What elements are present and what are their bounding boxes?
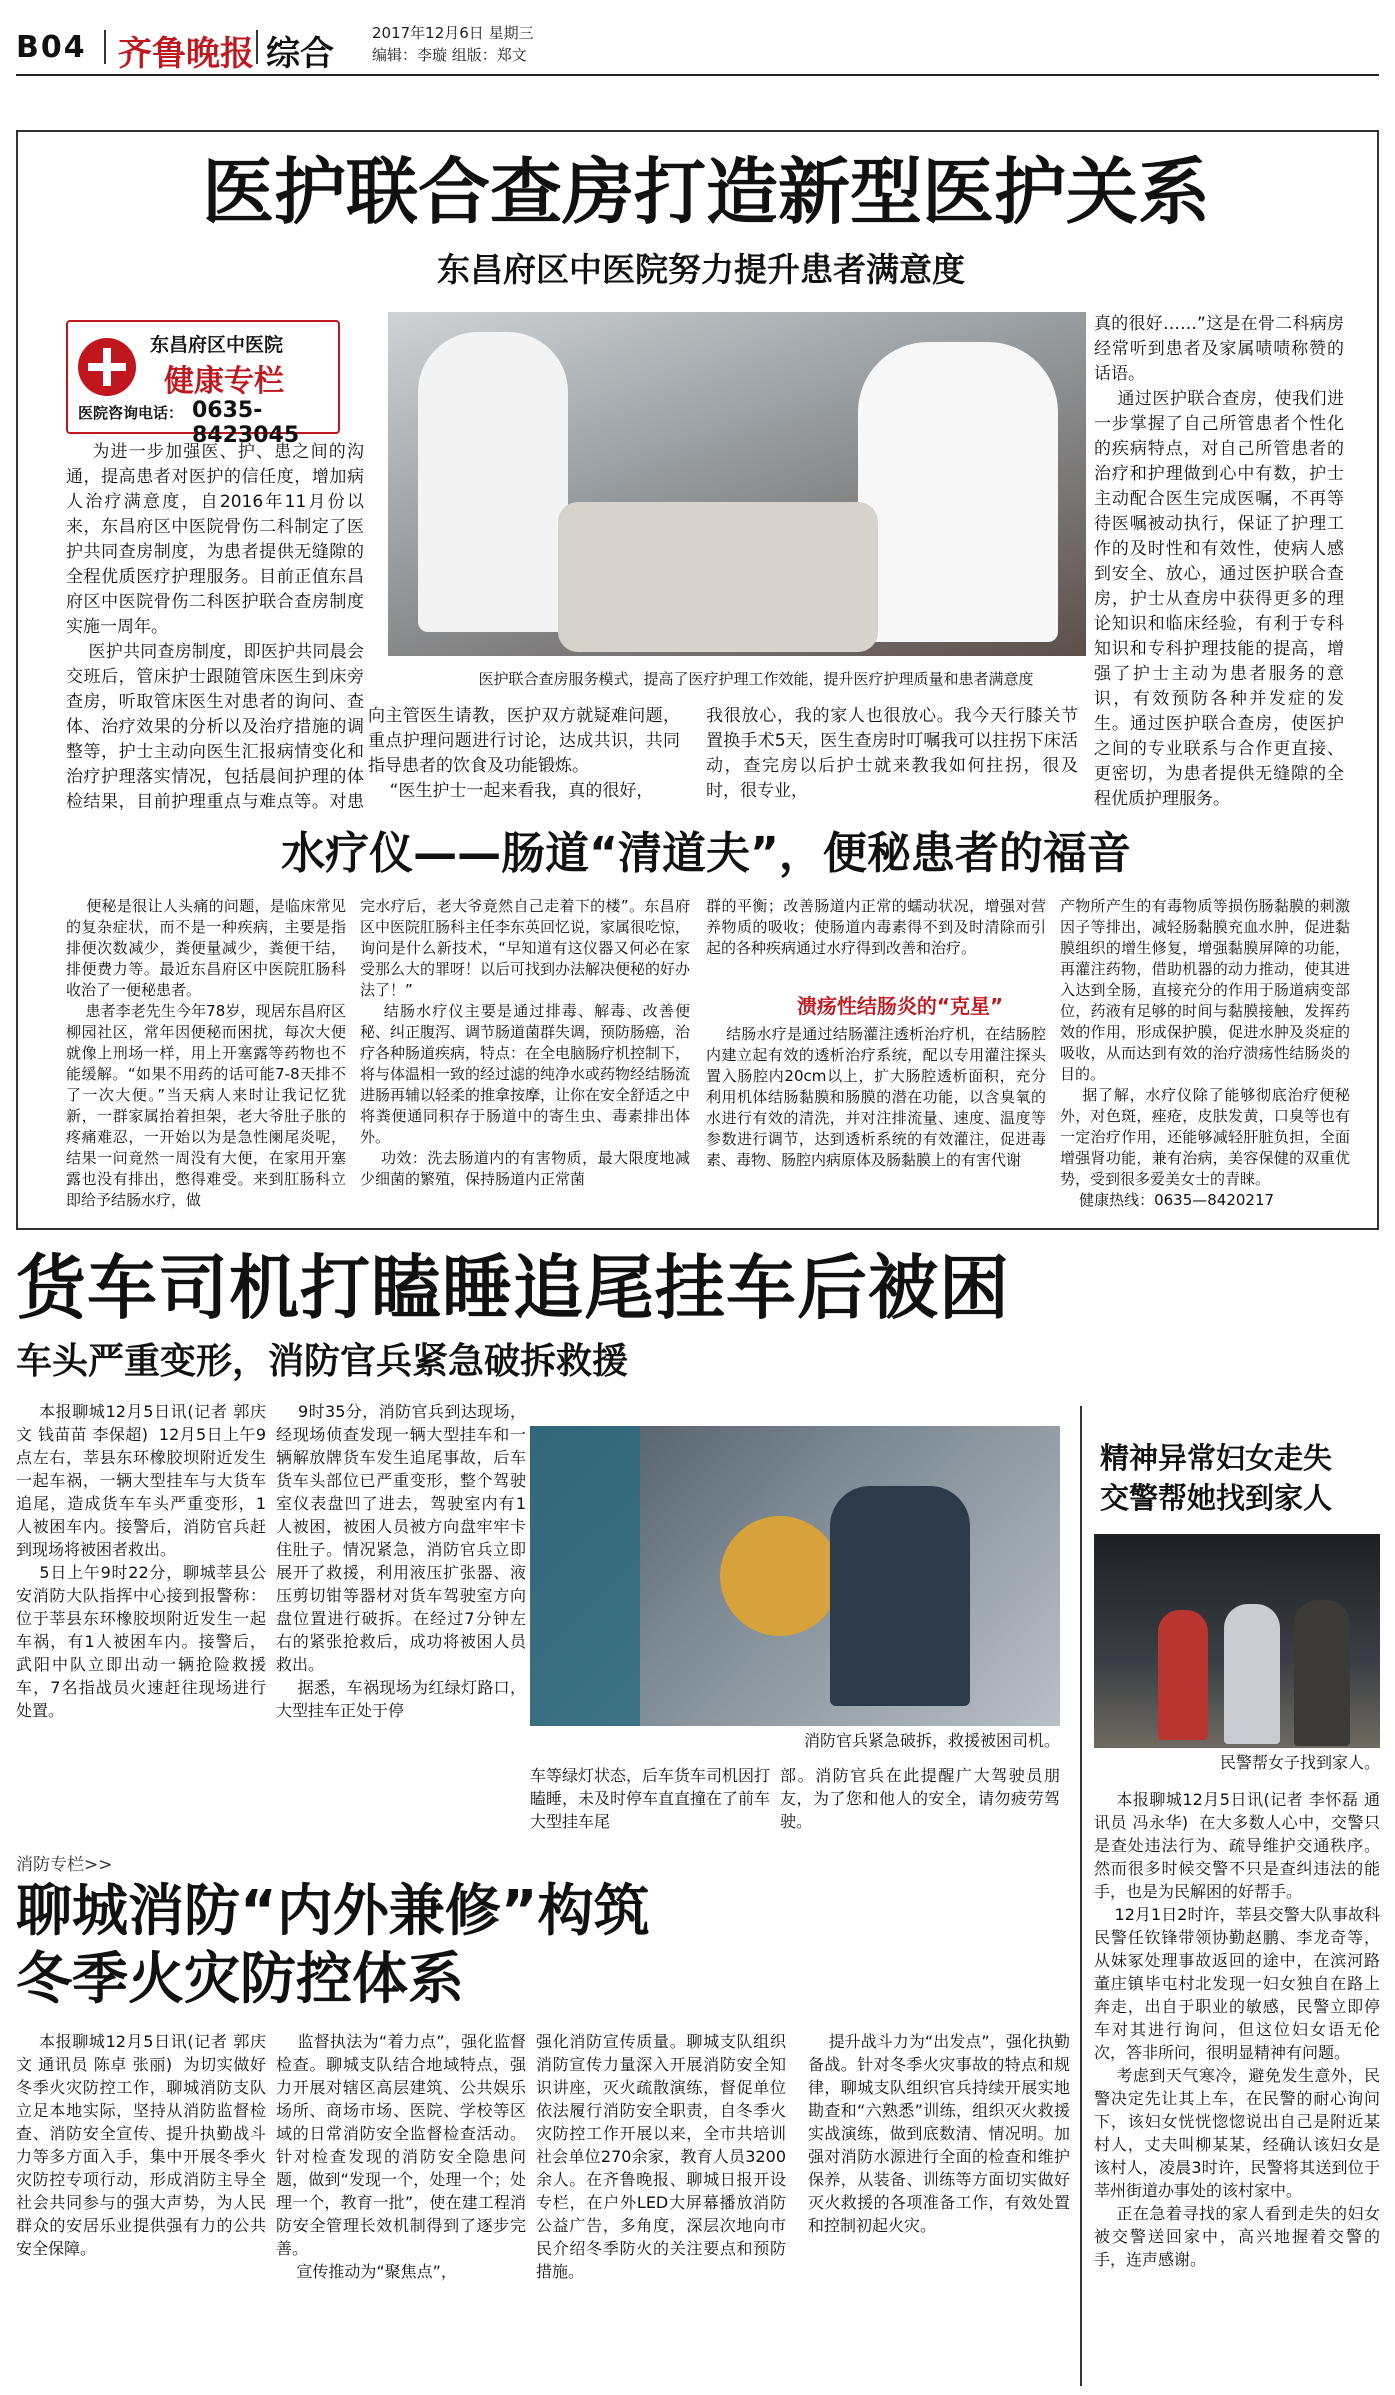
feature-photo: [388, 312, 1086, 656]
police-headline-line1: 精神异常妇女走失: [1100, 1441, 1333, 1475]
firefighter-figure: [830, 1486, 970, 1706]
header-divider: [256, 30, 258, 64]
logo-hotline-label: 医院咨询电话：: [78, 404, 184, 422]
family-member-figure: [1294, 1600, 1350, 1746]
hydrotherapy-headline: 水疗仪——肠道“清道夫”，便秘患者的福音: [281, 828, 1131, 879]
fire-headline: [16, 1878, 1076, 2014]
fire-text-col4: 提升战斗力为“出发点”，强化执勤备战。针对冬季火灾事故的特点和规律，聊城支队组织官兵持续开展实地勘查和“六熟悉”训练，组织灭火救援实战演练，做到底数清、情况明。加强对消防水源进行全面的检查和维护保养，从装备、训练等方面切实做好灭火救援的各项准备工作，有效处置和控制初起火灾。: [808, 2032, 1070, 2235]
fire-column-kicker: 消防专栏>>: [16, 1855, 113, 1875]
fire-text-col2: 监督执法为“着力点”，强化监督检查。聊城支队结合地域特点，强力开展对辖区高层建筑、公共娱乐场所、商场市场、医院、学校等区域的日常消防安全监督检查活动。针对检查发现的消防安全隐患问题，做到“发现一个，处理一个；处理一个，教育一批”，使在建工程消防安全管理长效机制得到了逐步完善。 宣传推动为“聚焦点”，: [276, 2032, 526, 2281]
hospital-emblem-icon: [78, 338, 136, 396]
truck-text-col2: 9时35分，消防官兵到达现场，经现场侦查发现一辆大型挂车和一辆解放牌货车发生追尾事故，后车货车头部位已严重变形，整个驾驶室仪表盘凹了进去，驾驶室内有1人被困，被困人员被方向盘牢牢卡住肚子。情况紧急，消防官兵立即展开了救援，利用液压扩张器、液压剪切钳等器材对货车驾驶室方向盘位置进行破拆。在经过7分钟左右的紧张抢救后，成功将被困人员救出。 据悉，车祸现场为红绿灯路口，大型挂车正处于停: [276, 1402, 526, 1720]
section-name: 综合: [266, 34, 334, 74]
newspaper-brand: 齐鲁晚报: [118, 34, 254, 74]
patient-bed: [558, 502, 878, 652]
hydrotherapy-text-col3a: 群的平衡；改善肠道内正常的蠕动状况，增强对营养物质的吸收；使肠道内毒素得不到及时清除而引起的各种疾病通过水疗得到改善和治疗。: [706, 897, 1046, 957]
logo-hotline-number: 0635-8423045: [192, 398, 300, 448]
police-headline: [1100, 1438, 1380, 1518]
police-body-text: 本报聊城12月5日讯(记者 李怀磊 通讯员 冯永华) 在大多数人心中，交警只是查处违法行为、疏导维护交通秩序。然而很多时候交警不只是查纠违法的能手，也是为民解困的好帮手。 12月1日2时许，莘县交警大队事故科民警任钦锋带领协勤赵鹏、李龙奇等，从妹冢处理事故返回的途中，在滨河路董庄镇毕屯村北发现一妇女独自在路上奔走，出自于职业的敏感，民警立即停车对其进行询问，但这位妇女语无伦次，答非所问，很明显精神有问题。 考虑到天气寒冷，避免发生意外，民警决定先让其上车，在民警的耐心询问下，该妇女恍恍惚惚说出自己是附近某村人，丈夫叫柳某某，经确认该妇女是该村人，凌晨3时许，民警将其送到位于莘州街道办事处的该村家中。 正在急着寻找的家人看到走失的妇女被交警送回家中，高兴地握着交警的手，连声感谢。: [1094, 1790, 1380, 2269]
hydrotherapy-subheading: 溃疡性结肠炎的“克星”: [796, 994, 1004, 1018]
firefighter-helmet: [720, 1516, 840, 1636]
hydrotherapy-text-col2: 完水疗后，老大爷竟然自己走着下的楼”。东昌府区中医院肛肠科主任李东英回忆说，家属很吃惊，询问是什么新技术，“早知道有这仪器又何必在家受那么大的罪呀！以后可找到办法解决便秘的好办法了！” 结肠水疗仪主要是通过排毒、解毒、改善便秘、纠正腹泻、调节肠道菌群失调，预防肠癌，治疗各种肠道疾病，特点：在全电脑肠疗机控制下，将与体温相一致的经过滤的纯净水或药物经结肠流进肠再辅以轻柔的推拿按摩，让你在安全舒适之中将粪便通同积存于肠道中的寄生虫、毒素排出体外。 功效：洗去肠道内的有害物质，最大限度地减少细菌的繁殖，保持肠道内正常菌: [360, 897, 690, 1188]
truck-headline: 货车司机打瞌睡追尾挂车后被困: [16, 1247, 1010, 1329]
logo-hospital-name: 东昌府区中医院: [150, 334, 284, 356]
issue-meta: [372, 22, 534, 66]
truck-photo: [530, 1426, 1060, 1726]
fire-text-col3: 强化消防宣传质量。聊城支队组织消防宣传力量深入开展消防安全知识讲座，灭火疏散演练，督促单位依法履行消防安全职责，自冬季火灾防控工作开展以来，全市共培训社会单位270余家，教育人员3200余人。在齐鲁晚报、聊城日报开设专栏，在户外LED大屏幕播放消防公益广告，多角度，深层次地向市民介绍冬季防火的关注要点和预防措施。: [536, 2032, 786, 2281]
header-rule: [16, 74, 1379, 76]
truck-photo-caption: 消防官兵紧急破拆，救援被困司机。: [803, 1731, 1060, 1750]
feature-photo-caption: 医护联合查房服务模式，提高了医疗护理工作效能，提升医疗护理质量和患者满意度: [478, 670, 1034, 688]
nurse-figure: [418, 332, 568, 632]
hydrotherapy-text-col3b: 结肠水疗是通过结肠灌注透析治疗机，在结肠腔内建立起有效的透析治疗系统，配以专用灌注探头置入肠腔内20cm以上，扩大肠腔透析面积，充分利用机体结肠黏膜和肠膜的潜在功能，以含臭氧的水进行有效的清洗，并对注排流量、速度、温度等参数进行调节，达到透析系统的有效灌注，促进毒素、毒物、肠腔内病原体及肠黏膜上的有害代谢: [706, 1025, 1046, 1169]
fire-headline-line2: 冬季火灾防控体系: [16, 1947, 464, 2012]
doctor-figure: [858, 342, 1058, 642]
police-headline-line2: 交警帮她找到家人: [1100, 1481, 1333, 1515]
truck-text-col3: 车等绿灯状态，后车货车司机因打瞌睡，未及时停车直直撞在了前车大型挂车尾: [530, 1766, 770, 1831]
header-divider: [104, 30, 106, 64]
truck-text-col4: 部。消防官兵在此提醒广大驾驶员朋友，为了您和他人的安全，请勿疲劳驾驶。: [780, 1766, 1060, 1831]
police-photo: [1094, 1534, 1380, 1748]
issue-date: 2017年12月6日 星期三: [372, 24, 534, 42]
feature-text-col3: 我很放心，我的家人也很放心。我今天行膝关节置换手术5天，医生查房时叮嘱我可以拄拐下床活动，查完房以后护士就来教我如何拄拐，很及时，很专业，: [706, 706, 1078, 801]
hospital-column-logo: [66, 320, 340, 448]
feature-text-col4: 真的很好……”这是在骨二科病房经常听到患者及家属啧啧称赞的话语。 通过医护联合查房，使我们进一步掌握了自己所管患者个性化的疾病特点，对自己所管患者的治疗和护理做到心中有数，护士主动配合医生完成医嘱，不再等待医嘱被动执行，保证了护理工作的及时性和有效性，使病人感到安全、放心，通过医护联合查房，护士从查房中获得更多的理论知识和临床经验，有利于专科知识和专科护理技能的提高，增强了护士主动为患者服务的意识，有效预防各种并发症的发生。通过医护联合查房，使医护之间的专业联系与合作更直接、更密切，为患者提供无缝隙的全程优质护理服务。: [1094, 314, 1344, 809]
feature-text-col2: 向主管医生请教，医护双方就疑难问题，重点护理问题进行讨论，达成共识，共同指导患者的饮食及功能锻炼。 “医生护士一起来看我，真的很好，: [368, 706, 680, 801]
hydrotherapy-text-col4: 产物所产生的有毒物质等损伤肠黏膜的刺激因子等排出，减轻肠黏膜充血水肿，促进黏膜组织的增生修复，增强黏膜屏障的功能，再灌注药物，借助机器的动力推动，使其进入达到全肠，直接充分的作用于肠道病变部位，药液有足够的时间与黏膜接触，发挥药效的作用，形成保护膜，促进水肿及炎症的吸收，从而达到有效的治疗溃疡性结肠炎的目的。 据了解，水疗仪除了能够彻底治疗便秘外，对色斑，痤疮，皮肤发黄，口臭等也有一定治疗作用，还能够减轻肝脏负担，全面增强肾功能，兼有治病，美容保健的双重优势，受到很多爱美女士的青睐。 健康热线：0635—8420217: [1060, 897, 1350, 1209]
column-divider: [1080, 1406, 1082, 2386]
editor-credit: 编辑：李璇 组版：郑文: [372, 46, 527, 64]
truck-cab: [530, 1426, 640, 1726]
truck-subheadline: 车头严重变形，消防官兵紧急破拆救援: [16, 1341, 629, 1382]
feature-text-col1: 为进一步加强医、护、患之间的沟通，提高患者对医护的信任度，增加病人治疗满意度，自2016年11月份以来，东昌府区中医院骨伤二科制定了医护共同查房制度，为患者提供无缝隙的全程优质医疗护理服务。目前正值东昌府区中医院骨伤二科医护联合查房制度实施一周年。 医护共同查房制度，即医护共同晨会交班后，管床护士跟随管床医生到床旁查房，听取管床医生对患者的询问、查体、治疗效果的分析以及治疗措施的调整等，护士主动向医生汇报病情变化和治疗护理落实情况，包括晨间护理的体检结果，目前护理重点与难点等。对患: [66, 442, 364, 810]
police-officer-figure: [1224, 1604, 1280, 1744]
fire-text-col1: 本报聊城12月5日讯(记者 郭庆文 通讯员 陈卓 张丽) 为切实做好冬季火灾防控工作，聊城消防支队立足本地实际，坚持从消防监督检查、消防安全宣传、提升执勤战斗力等多方面入手，集中开展冬季火灾防控专项行动，形成消防主导全社会共同参与的强大声势，为人民群众的安居乐业提供强有力的公共安全保障。: [16, 2032, 266, 2258]
hydrotherapy-text-col1: 便秘是很让人头痛的问题，是临床常见的复杂症状，而不是一种疾病，主要是指排便次数减少，粪便量减少，粪便干结，排便费力等。最近东昌府区中医院肛肠科收治了一便秘患者。 患者李老先生今年78岁，现居东昌府区柳园社区，常年因便秘而困扰，每次大便就像上刑场一样，用上开塞露等药物也不能缓解。“如果不用药的话可能7-8天排不了一次大便。”当天病人来时让我记忆犹新，一群家属抬着担架，老大爷肚子胀的疼痛难忍，一开始以为是急性阑尾炎呢，结果一问竟然一周没有大便，在家用开塞露也没有排出，憋得难受。来到肛肠科立即给予结肠水疗，做: [66, 897, 346, 1209]
page-number: B04: [16, 30, 87, 65]
fire-headline-line1: 聊城消防“内外兼修”构筑: [16, 1879, 650, 1944]
woman-figure: [1158, 1610, 1208, 1740]
feature-headline: 医护联合查房打造新型医护关系: [201, 150, 1210, 234]
feature-subheadline: 东昌府区中医院努力提升患者满意度: [437, 250, 965, 289]
logo-column-name: 健康专栏: [164, 364, 284, 399]
police-photo-caption: 民警帮女子找到家人。: [1219, 1753, 1380, 1772]
truck-text-col1: 本报聊城12月5日讯(记者 郭庆文 钱苗苗 李保超) 12月5日上午9点左右，莘县东环橡胶坝附近发生一起车祸，一辆大型挂车与大货车追尾，造成货车车头严重变形，1人被困车内。接警后，消防官兵赶到现场将被困者救出。 5日上午9时22分，聊城莘县公安消防大队指挥中心接到报警称：位于莘县东环橡胶坝附近发生一起车祸，有1人被困车内。接警后，武阳中队立即出动一辆抢险救援车，7名指战员火速赶往现场进行处置。: [16, 1402, 266, 1720]
